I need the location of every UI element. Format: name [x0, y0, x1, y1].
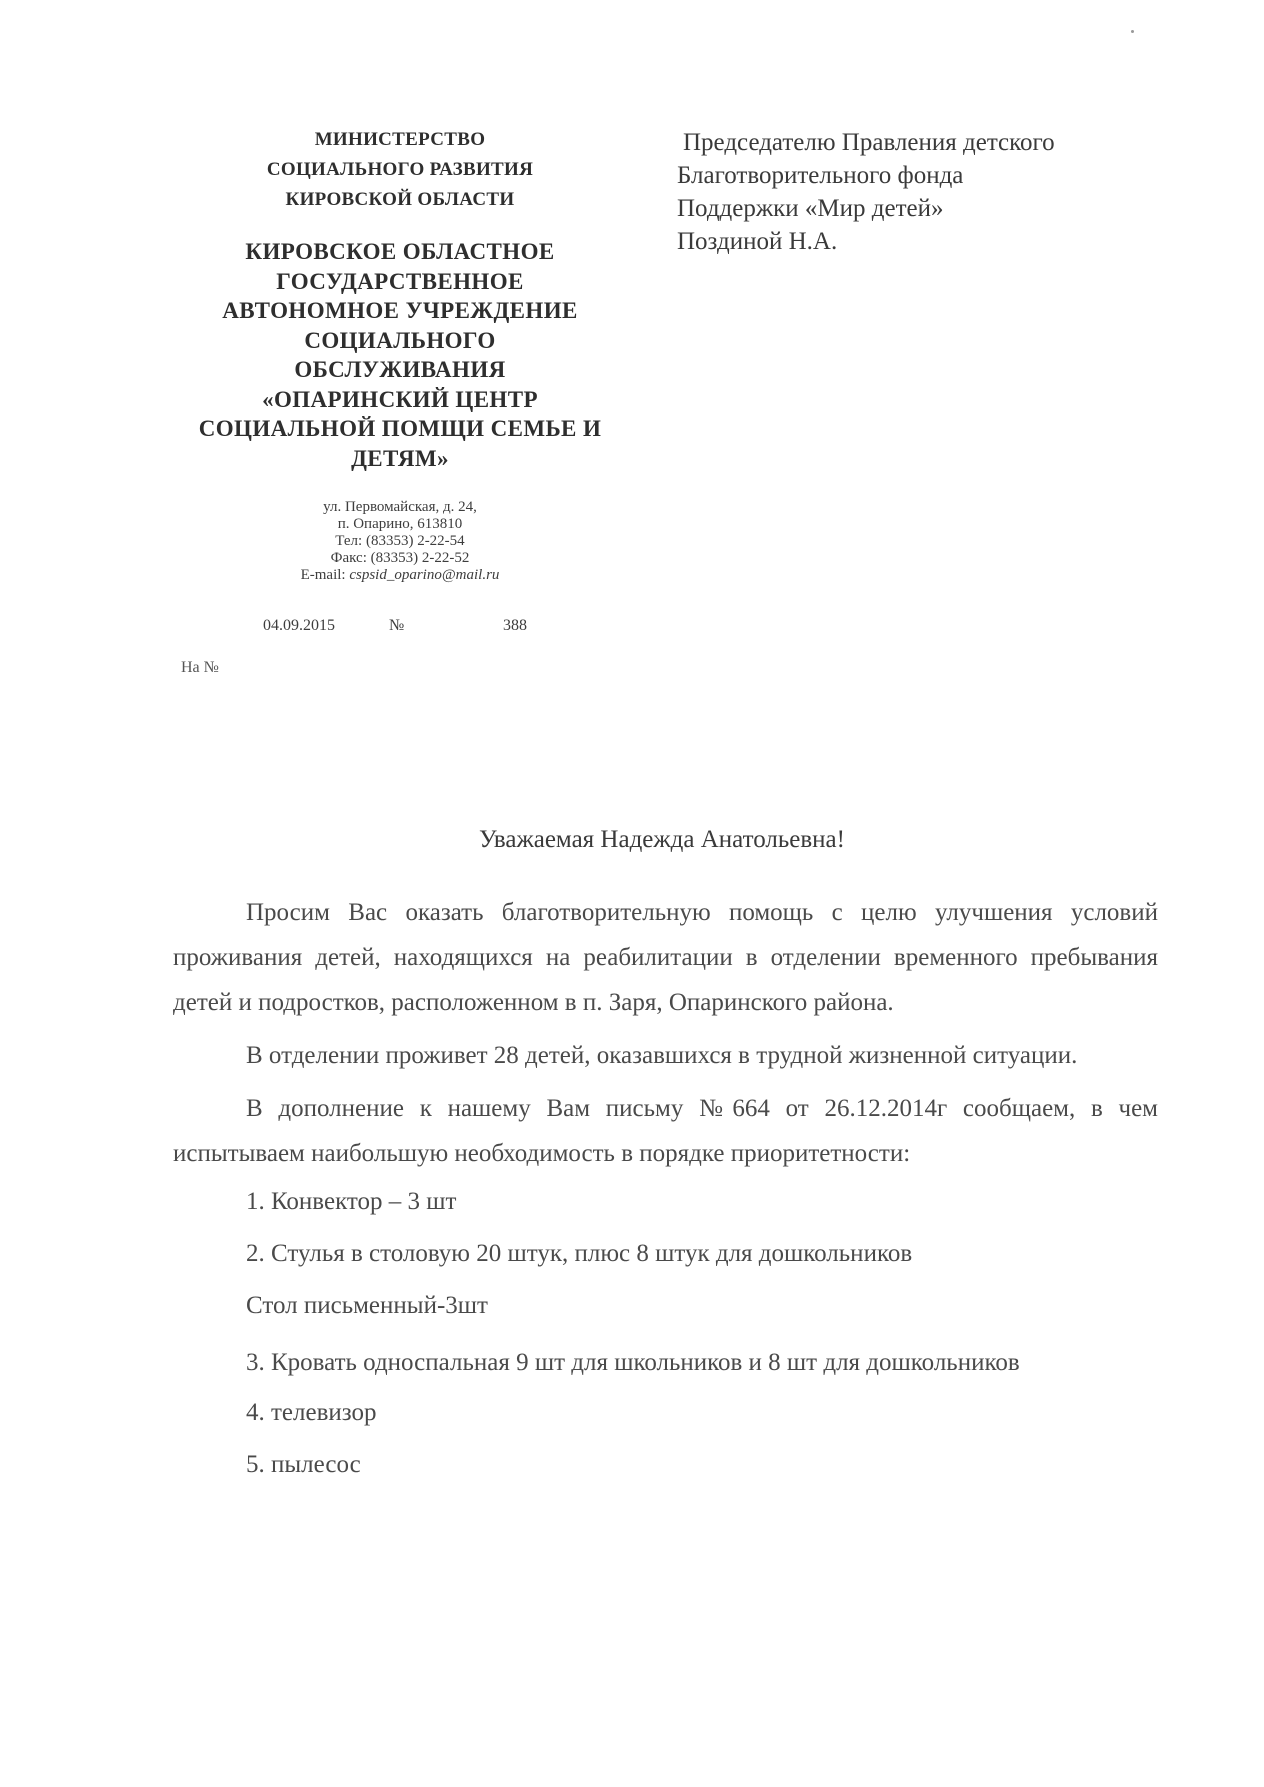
letter-body	[173, 890, 1158, 1499]
letter-date: 04.09.2015	[263, 617, 335, 634]
fax-line: Факс: (83353) 2-22-52	[330, 550, 470, 566]
ministry-line: СОЦИАЛЬНОГО РАЗВИТИЯ	[266, 159, 534, 180]
ministry-line: МИНИСТЕРСТВО	[314, 129, 486, 150]
address-line: ул. Первомайская, д. 24,	[323, 499, 477, 515]
addressee-line: Поддержки «Мир детей»	[677, 195, 944, 222]
addressee-line: Благотворительного фонда	[677, 162, 964, 189]
institution-line: КИРОВСКОЕ ОБЛАСТНОЕ	[245, 239, 555, 264]
institution-line: ГОСУДАРСТВЕННОЕ	[276, 268, 524, 294]
list-item: 5. пылесос	[246, 1451, 361, 1478]
number-sign: №	[389, 617, 405, 634]
body-paragraph: В дополнение к нашему Вам письму №664 от 26.12.2014г сообщаем, в чем испытываем наибольшую необходимость в порядке приоритетности:	[173, 1095, 1158, 1167]
body-paragraph: Просим Вас оказать благотворительную помощь с целю улучшения условий проживания детей, находящихся на реабилитации в отделении временного пребывания детей и подростков, расположенном в п. Заря, Опаринского района.	[173, 899, 1158, 1016]
scan-speck	[1131, 30, 1134, 33]
institution-line: СОЦИАЛЬНОЙ ПОМЩИ СЕМЬЕ И	[198, 416, 602, 441]
addressee-line: Поздиной Н.А.	[677, 228, 838, 255]
letterhead	[170, 125, 630, 584]
addressee-line: Председателю Правления детского	[683, 129, 1055, 156]
institution-line: АВТОНОМНОЕ УЧРЕЖДЕНИЕ	[222, 298, 578, 323]
institution-line: «ОПАРИНСКИЙ ЦЕНТР	[262, 386, 538, 412]
list-item: Стол письменный-3шт	[246, 1292, 488, 1319]
institution-line: СОЦИАЛЬНОГО	[304, 327, 496, 353]
institution-address	[230, 499, 570, 584]
list-item: 1. Конвектор – 3 шт	[246, 1188, 457, 1215]
letter-number: 388	[503, 617, 527, 634]
institution-line: ОБСЛУЖИВАНИЯ	[294, 357, 506, 382]
address-line: п. Опарино, 613810	[337, 516, 463, 532]
institution-line: ДЕТЯМ»	[351, 445, 449, 471]
list-item: 4. телевизор	[246, 1399, 377, 1426]
phone-line: Тел: (83353) 2-22-54	[335, 533, 465, 549]
ministry-line: КИРОВСКОЙ ОБЛАСТИ	[285, 189, 515, 210]
ministry-name	[170, 125, 630, 215]
list-item: 3. Кровать односпальная 9 шт для школьников и 8 шт для дошкольников	[246, 1349, 1020, 1376]
addressee-block	[677, 126, 1055, 258]
email-line	[230, 567, 570, 584]
email-value: cspsid_oparino@mail.ru	[349, 567, 500, 583]
email-label: E-mail:	[300, 567, 346, 583]
salutation: Уважаемая Надежда Анатольевна!	[479, 826, 845, 853]
institution-name	[170, 237, 630, 473]
reply-reference: На №	[181, 659, 219, 676]
list-item: 2. Стулья в столовую 20 штук, плюс 8 штук для дошкольников	[246, 1240, 913, 1267]
body-paragraph: В отделении проживет 28 детей, оказавшихся в трудной жизненной ситуации.	[246, 1042, 1078, 1069]
